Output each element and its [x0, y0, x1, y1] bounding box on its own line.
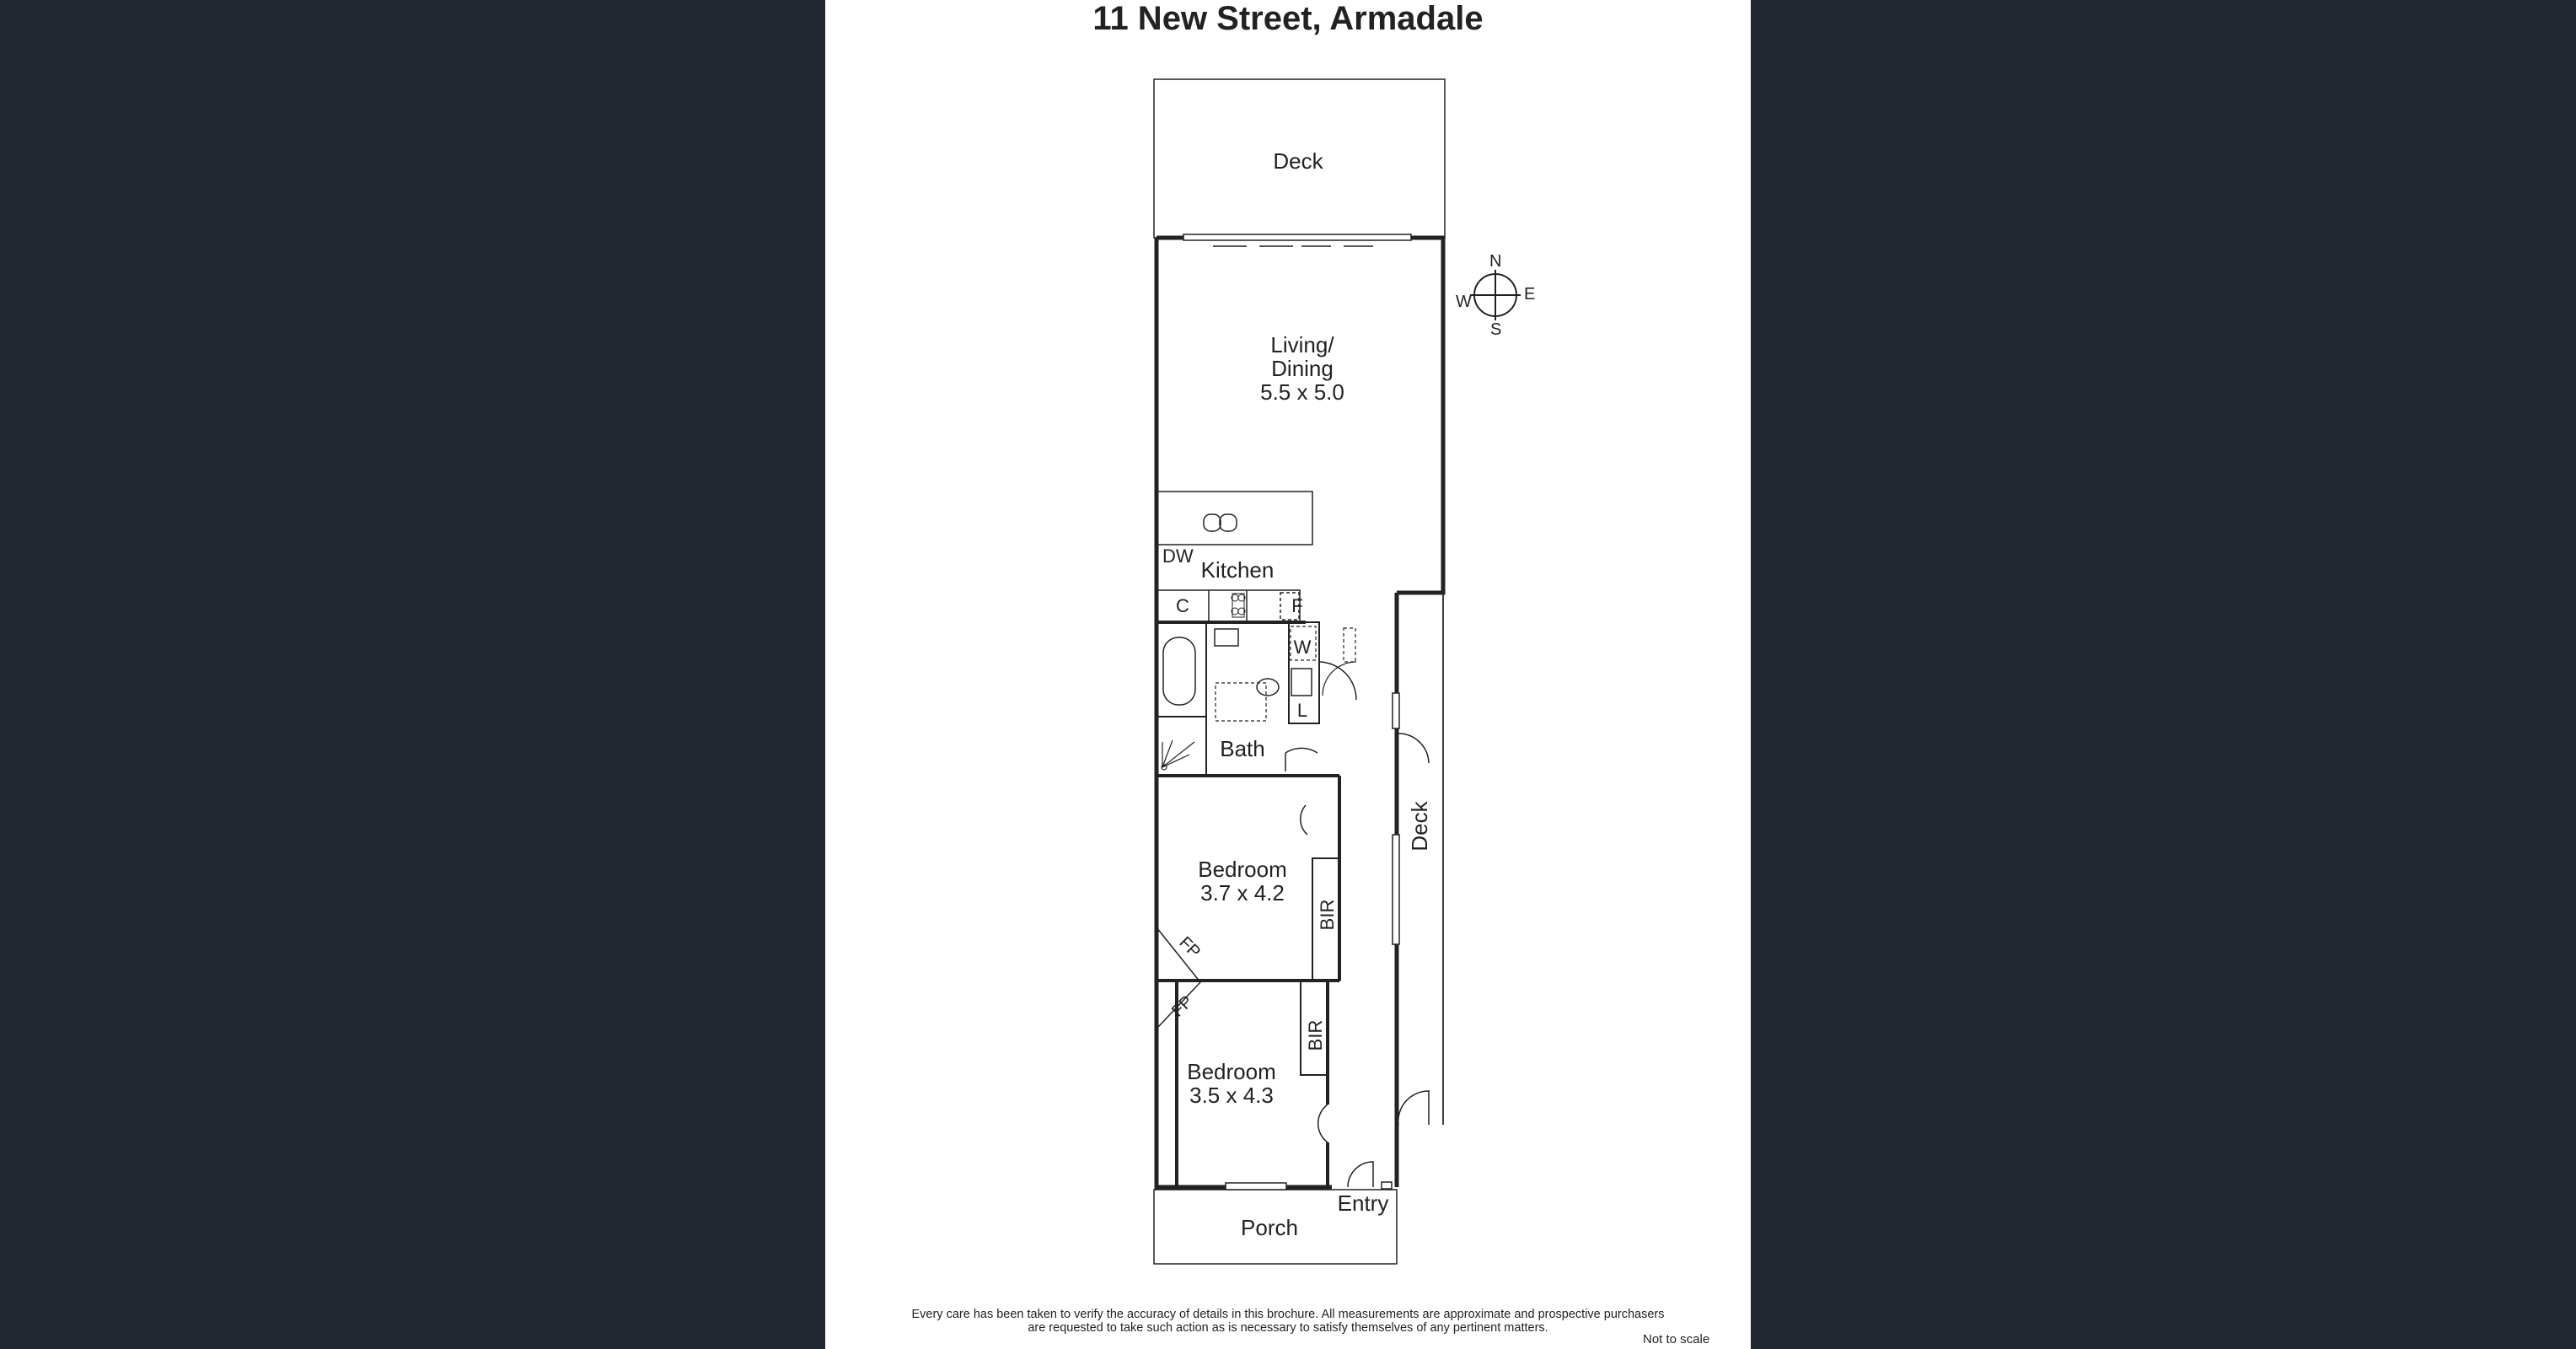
side-deck-outline — [1397, 593, 1443, 1125]
not-to-scale-note: Not to scale — [1643, 1332, 1710, 1346]
compass-n: N — [1489, 252, 1502, 271]
label-porch: Porch — [1241, 1215, 1298, 1240]
compass-w: W — [1456, 293, 1472, 311]
bathtub — [1163, 637, 1195, 705]
compass-e: E — [1524, 285, 1536, 304]
label-kitchen: Kitchen — [1200, 557, 1275, 583]
toilet — [1257, 679, 1279, 696]
label-deck-rear: Deck — [1273, 148, 1323, 174]
label-f: F — [1291, 595, 1303, 616]
label-deck-side: Deck — [1407, 801, 1432, 852]
side-window-2 — [1393, 835, 1399, 944]
label-entry: Entry — [1337, 1190, 1389, 1216]
label-fp2: FP — [1167, 992, 1197, 1021]
label-bath: Bath — [1220, 736, 1265, 761]
label-bedroom2: Bedroom — [1187, 1059, 1276, 1084]
label-living-dims: 5.5 x 5.0 — [1260, 379, 1344, 405]
disclaimer-line-2: are requested to take such action as is necessary to satisfy themselves of any pertinent matters. — [1028, 1321, 1548, 1335]
side-window-1 — [1393, 693, 1399, 728]
floor-plan-drawing — [825, 0, 1751, 1349]
floorplan-sheet — [825, 0, 1751, 1349]
label-c: C — [1176, 595, 1189, 616]
disclaimer-line-1: Every care has been taken to verify the accuracy of details in this brochure. All measurements are approximate and prospective purchasers — [911, 1308, 1665, 1321]
property-address-title: 11 New Street, Armadale — [1092, 0, 1484, 37]
compass-s: S — [1490, 320, 1502, 339]
label-bedroom2-dims: 3.5 x 4.3 — [1189, 1083, 1274, 1108]
label-w: W — [1293, 637, 1312, 658]
label-bir1: BIR — [1317, 899, 1338, 931]
label-living-2: Dining — [1271, 356, 1334, 381]
label-dw: DW — [1162, 546, 1194, 567]
label-l: L — [1296, 700, 1308, 721]
compass-rose — [1470, 270, 1521, 320]
kitchen-island — [1157, 492, 1312, 545]
label-bir2: BIR — [1305, 1019, 1326, 1051]
label-fp1: FP — [1175, 932, 1205, 962]
disclaimer — [825, 1308, 1751, 1335]
label-bedroom1: Bedroom — [1198, 857, 1287, 882]
shower-tray — [1216, 683, 1266, 721]
label-living-1: Living/ — [1270, 332, 1334, 357]
front-window — [1226, 1183, 1286, 1190]
label-bedroom1-dims: 3.7 x 4.2 — [1200, 880, 1285, 906]
rear-sliding-door — [1183, 234, 1411, 240]
vanity-basin — [1215, 629, 1238, 646]
